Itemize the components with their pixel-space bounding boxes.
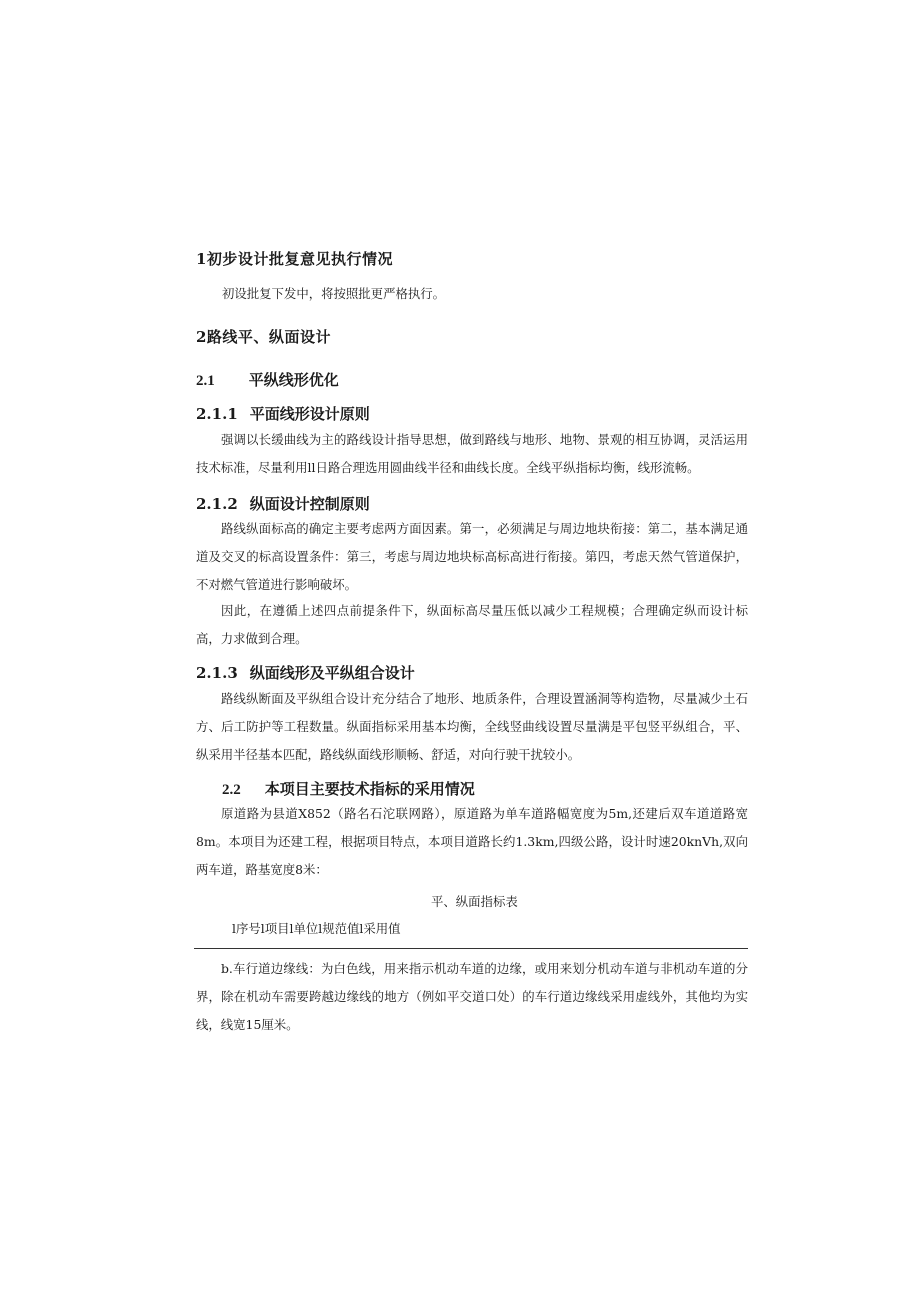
paragraph-2-2: 原道路为县道X852（路名石沱联网路），原道路为单车道路幅宽度为5m,还建后双车道道路宽8m。本项目为还建工程，根据项目特点，本项目道路长约1.3km,四级公路，设计时速20knVh,双向两车道，路基宽度8米：: [196, 806, 748, 877]
heading-text: 平面线形设计原则: [249, 405, 370, 423]
heading-2-2: [222, 778, 475, 799]
note-paragraph: b.车行道边缘线：为白色线，用来指示机动车道的边缘，或用来划分机动车道与非机动车道的分界，除在机动车需要跨越边缘线的地方（例如平交道口处）的车行道边缘线采用虚线外，其他均为实线，线宽15厘米。: [196, 961, 748, 1032]
heading-2-1-1: [196, 403, 370, 424]
heading-1: 1初步设计批复意见执行情况: [196, 250, 393, 268]
heading-number: 2.1.1: [196, 405, 238, 423]
heading-number: 2.1.3: [196, 664, 238, 682]
paragraph-2-1-2b: 因此，在遵循上述四点前提条件下，纵面标高尽量压低以减少工程规模；合理确定纵而设计标高，力求做到合理。: [196, 603, 748, 646]
heading-2-1-3: [196, 662, 415, 683]
table-caption: 平、纵面指标表: [431, 894, 518, 909]
paragraph-2-1-1: 强调以长缓曲线为主的路线设计指导思想，做到路线与地形、地物、景观的相互协调，灵活运用技术标准，尽量利用ll日路合理选用圆曲线半径和曲线长度。全线平纵指标均衡，线形流畅。: [196, 432, 748, 475]
paragraph-2-1-2a: 路线纵面标高的确定主要考虑两方面因素。第一，必须满足与周边地块衔接：第二，基本满足通道及交叉的标高设置条件：第三，考虑与周边地块标高标高进行衔接。第四，考虑天然气管道保护，不对燃气管道进行影响破坏。: [196, 521, 748, 592]
heading-number: 2.1: [196, 373, 215, 389]
heading-text: 平纵线形优化: [248, 371, 339, 389]
heading-text: 纵面设计控制原则: [249, 495, 370, 513]
paragraph-2-1-3: 路线纵断面及平纵组合设计充分结合了地形、地质条件，合理设置涵洞等构造物，尽量减少土石方、后工防护等工程数量。纵面指标采用基本均衡，全线竖曲线设置尽量满是平包竖平纵组合，平、纵采用半径基本匹配，路线纵面线形顺畅、舒适，对向行驶干扰较小。: [196, 691, 748, 762]
table-rule: [194, 948, 748, 949]
table-header-row: l序号l项目l单位l规范值l采用值: [232, 921, 401, 936]
paragraph-1: 初设批复下发中，将按照批更严格执行。: [222, 286, 446, 301]
heading-text: 纵面线形及平纵组合设计: [249, 664, 415, 682]
heading-2-1: [196, 369, 339, 390]
heading-number: 2.1.2: [196, 495, 238, 513]
heading-text: 本项目主要技术指标的采用情况: [264, 780, 475, 798]
heading-2-1-2: [196, 493, 370, 514]
heading-number: 2.2: [222, 782, 241, 798]
heading-2: 2路线平、纵面设计: [196, 328, 331, 346]
